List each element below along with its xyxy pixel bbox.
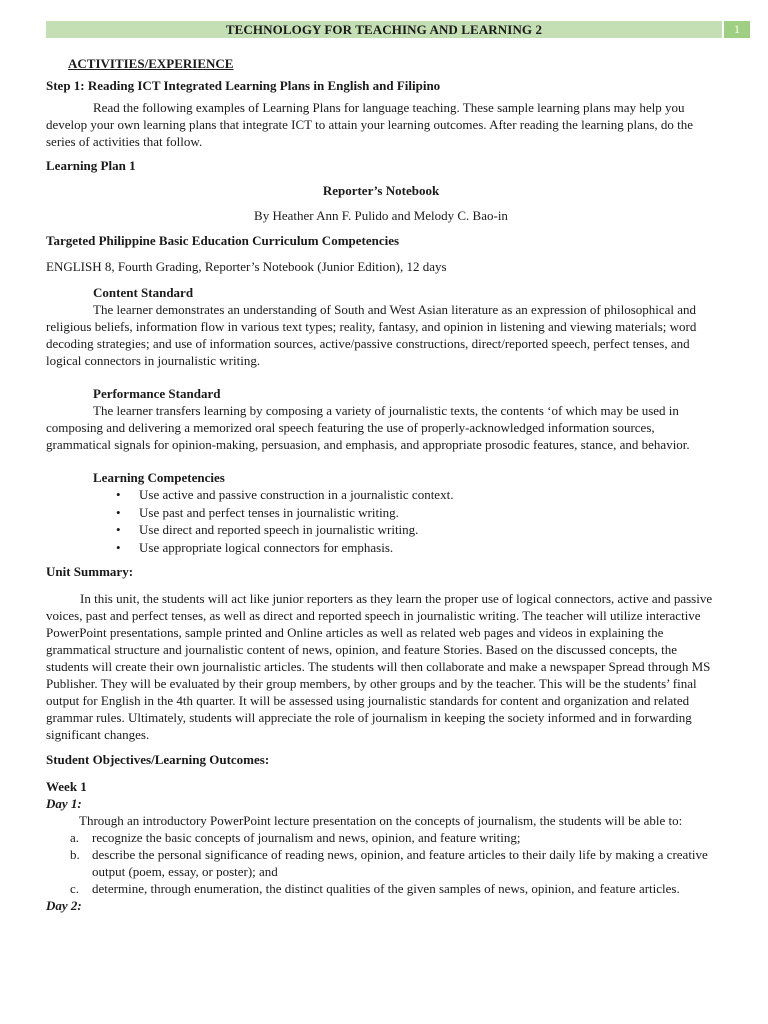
unit-summary-text: In this unit, the students will act like junior reporters as they learn the proper use of logical connectors, active and passive voices, past and perfect tenses, as well as direct and reported speech in journalistic writing. The teacher will utilize interactive PowerPoint presentations, sample printed and Online articles as well as related web pages and videos in explaining the grammatical structure and journalistic content of news, opinion, and feature Stories. Based on the discussed concepts, the students will create their own journalistic articles. The students will then collaborate and make a newspaper Spread through MS Publisher. They will be evaluated by their group members, by other groups and by the teacher. This will be the students’ final output for English in the 4th quarter. It will be assessed using journalistic standards for content and organization and related grammar rules. Ultimately, students will appreciate the role of journalism in keeping the society informed and in forwarding significant changes. bbox=[46, 591, 713, 742]
week1-label: Week 1 bbox=[46, 779, 87, 794]
running-header: TECHNOLOGY FOR TEACHING AND LEARNING 2 bbox=[46, 21, 722, 38]
objectives-heading: Student Objectives/Learning Outcomes: bbox=[46, 752, 270, 767]
performance-standard-text: The learner transfers learning by composing a variety of journalistic texts, the contents ‘of which may be used in composing and delivering a memorized oral speech featuring the use of properly-acknowledged information sources, grammatical signals for opinion-making, persuasion, and emphasis, and appropriate prosodic features, stance, and behavior. bbox=[46, 403, 690, 452]
performance-standard-heading: Performance Standard bbox=[93, 386, 221, 401]
document-body bbox=[46, 55, 716, 914]
course-line: ENGLISH 8, Fourth Grading, Reporter’s Notebook (Junior Edition), 12 days bbox=[46, 259, 447, 274]
day1-label: Day 1: bbox=[46, 796, 82, 811]
content-standard-text: The learner demonstrates an understanding of South and West Asian literature as an expression of philosophical and religious beliefs, information flow in various text types; reality, fantasy, and opinion in listening and viewing materials; word decoding strategies; and use of information sources, active/passive constructions, direct/reported speech, perfect tenses, and logical connectors in journalistic writing. bbox=[46, 302, 697, 368]
learning-competencies-heading: Learning Competencies bbox=[93, 470, 225, 485]
day2-label: Day 2: bbox=[46, 898, 82, 913]
activities-heading: ACTIVITIES/EXPERIENCE bbox=[68, 56, 234, 71]
list-item bbox=[70, 846, 716, 880]
learning-plan-label: Learning Plan 1 bbox=[46, 158, 136, 173]
plan-title: Reporter’s Notebook bbox=[322, 183, 440, 198]
competencies-list bbox=[46, 486, 716, 556]
step1-heading: Step 1: Reading ICT Integrated Learning Plans in English and Filipino bbox=[46, 78, 441, 93]
list-marker: c. bbox=[70, 881, 80, 896]
list-item-text: determine, through enumeration, the distinct qualities of the given samples of news, opinion, and feature articles. bbox=[92, 881, 680, 896]
page-number-badge: 1 bbox=[724, 21, 750, 38]
day1-intro: Through an introductory PowerPoint lecture presentation on the concepts of journalism, the students will be able to: bbox=[79, 813, 683, 828]
competencies-heading: Targeted Philippine Basic Education Curriculum Competencies bbox=[46, 233, 400, 248]
day1-objectives-list bbox=[46, 829, 716, 897]
plan-authors: By Heather Ann F. Pulido and Melody C. Bao-in bbox=[254, 208, 508, 223]
list-item bbox=[70, 880, 716, 897]
list-marker: a. bbox=[70, 830, 80, 845]
list-item: • Use past and perfect tenses in journalistic writing. bbox=[139, 504, 716, 522]
step1-paragraph: Read the following examples of Learning Plans for language teaching. These sample learning plans may help you develop your own learning plans that integrate ICT to attain your learning outcomes. After reading the learning plans, do the series of activities that follow. bbox=[46, 100, 694, 149]
list-item: • Use active and passive construction in a journalistic context. bbox=[139, 486, 716, 504]
unit-summary-heading: Unit Summary: bbox=[46, 564, 134, 579]
list-item-text: describe the personal significance of reading news, opinion, and feature articles to their daily life by making a creative output (poem, essay, or poster); and bbox=[92, 847, 708, 879]
list-marker: b. bbox=[70, 847, 80, 862]
list-item: • Use direct and reported speech in journalistic writing. bbox=[139, 521, 716, 539]
list-item: • Use appropriate logical connectors for emphasis. bbox=[139, 539, 716, 557]
list-item bbox=[70, 829, 716, 846]
content-standard-heading: Content Standard bbox=[93, 285, 194, 300]
list-item-text: recognize the basic concepts of journalism and news, opinion, and feature writing; bbox=[92, 830, 521, 845]
